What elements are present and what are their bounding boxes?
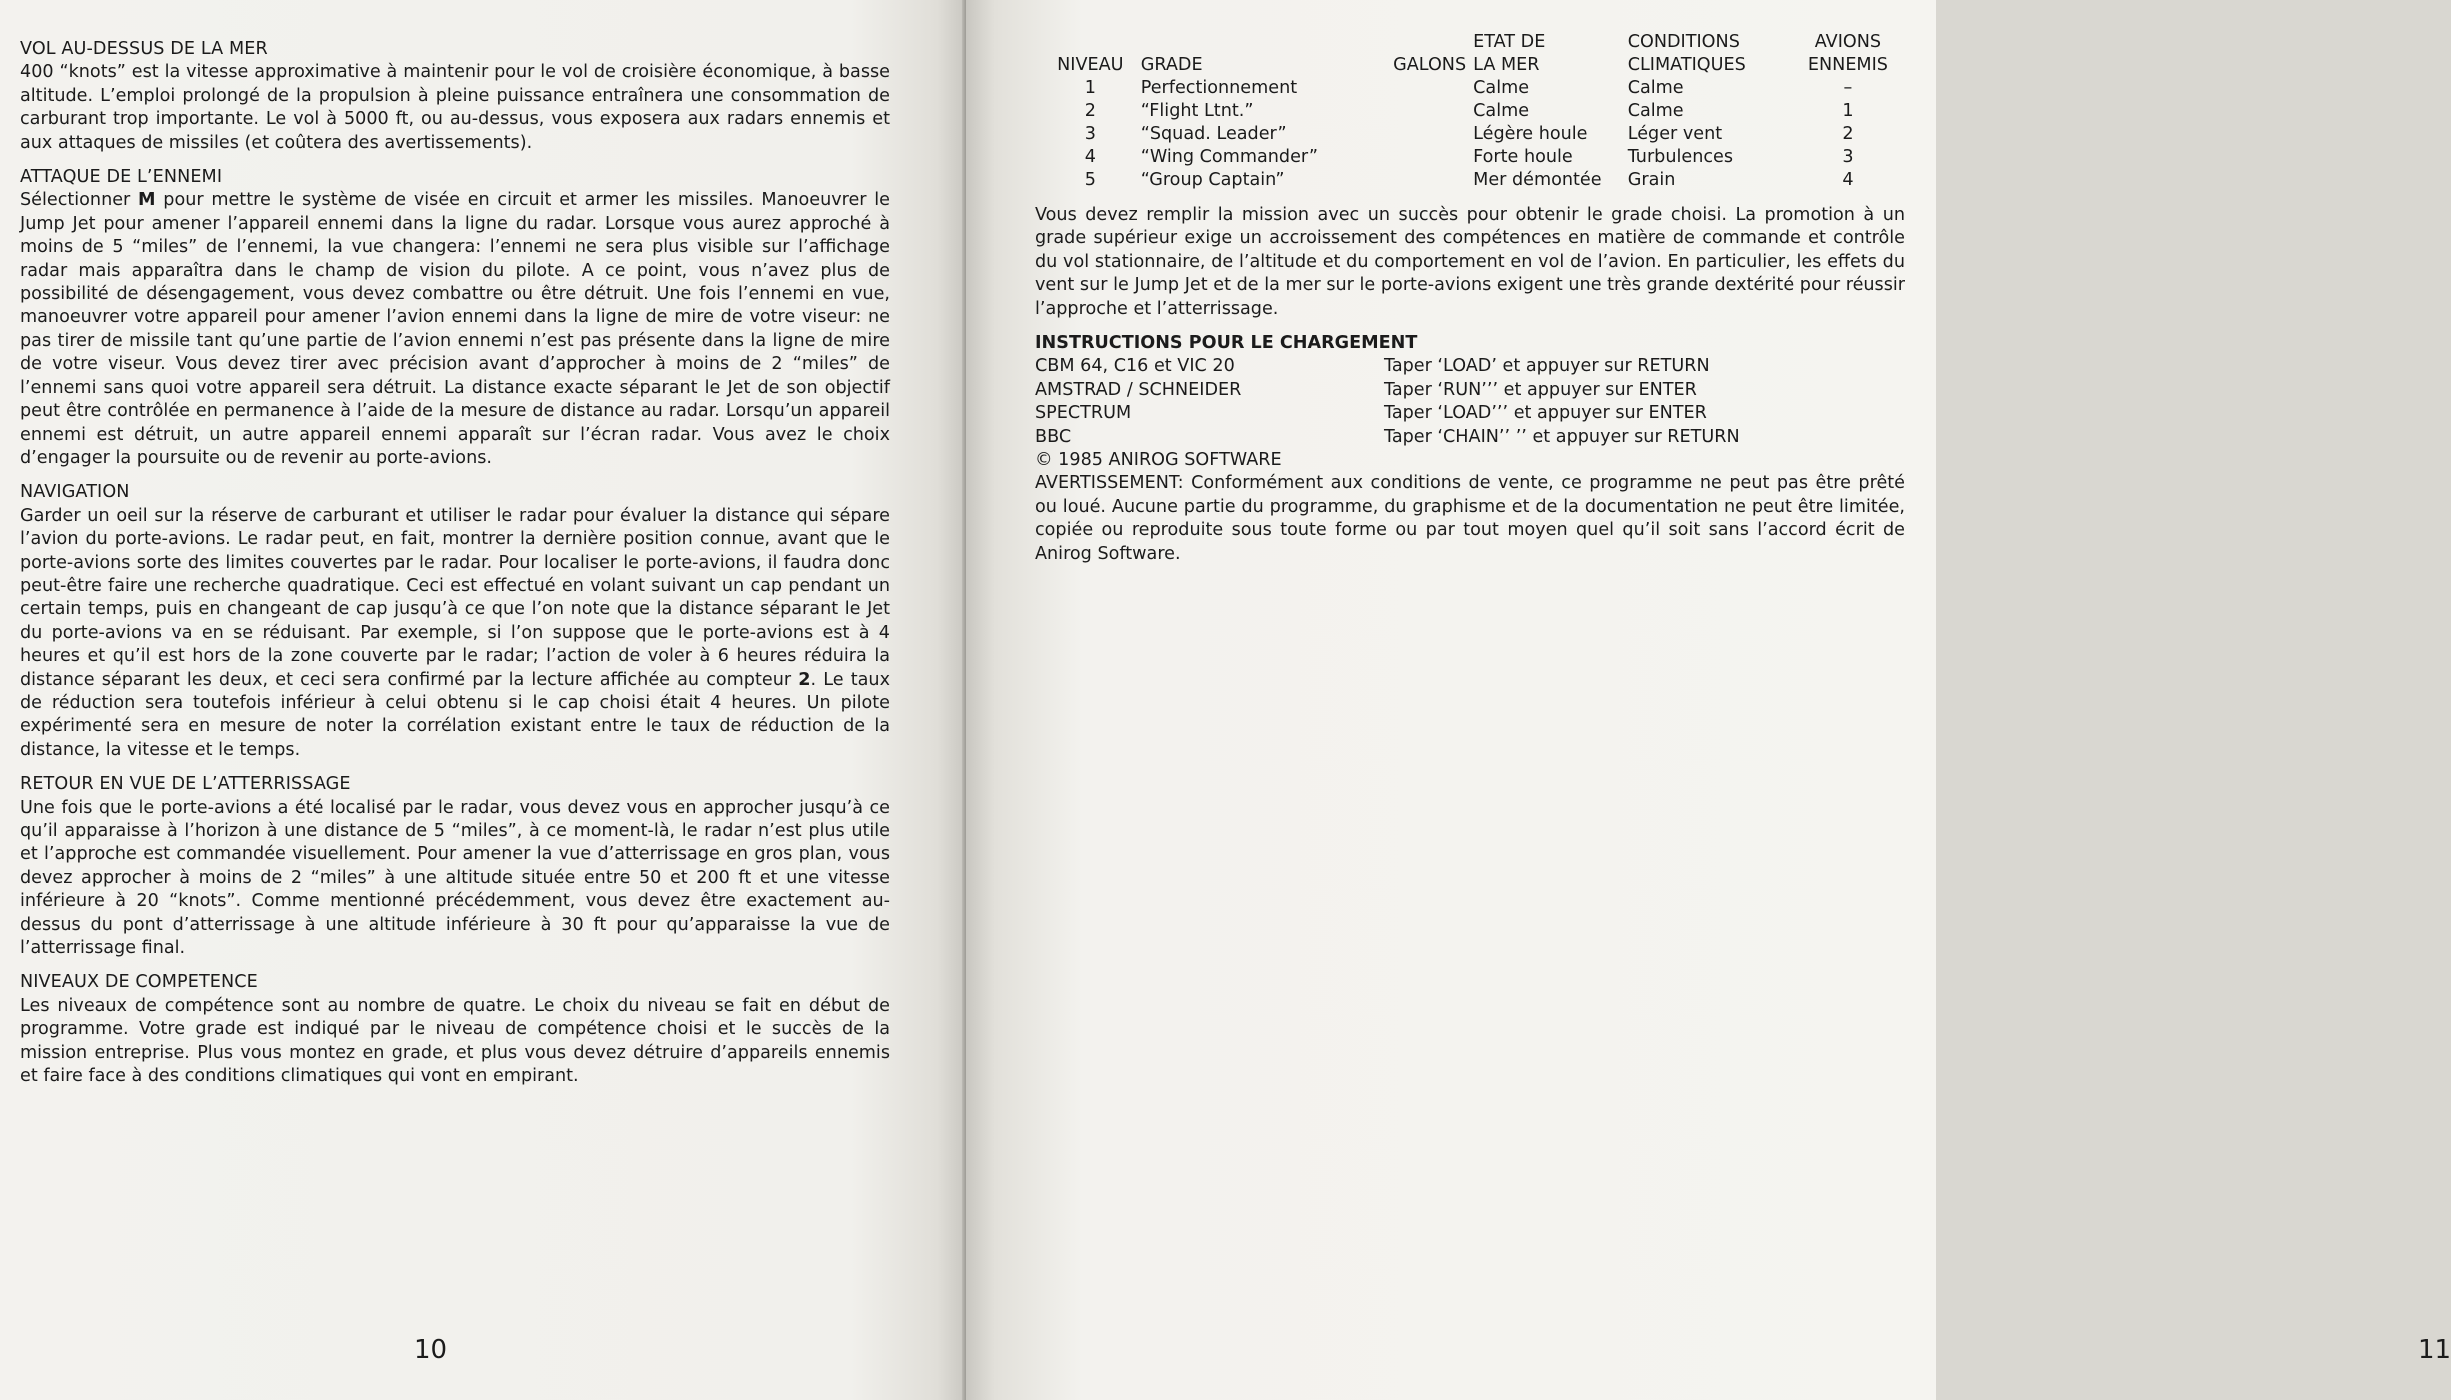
header-conditions — [1628, 31, 1796, 77]
header-line: LA MER — [1473, 55, 1540, 75]
loading-row — [1035, 355, 1905, 378]
section-retour-en-vue — [20, 773, 890, 960]
cell-grade: “Group Captain” — [1140, 170, 1285, 190]
cell-galons — [1374, 77, 1473, 100]
left-page-content — [20, 38, 890, 1099]
loading-instruction: Taper ‘LOAD’ et appuyer sur RETURN — [1384, 356, 1710, 377]
cell-niveau: 5 — [1084, 170, 1096, 190]
header-niveau: NIVEAU — [1057, 55, 1124, 75]
table-header-row — [1040, 31, 1900, 77]
header-line: ENNEMIS — [1807, 55, 1888, 75]
left-page — [0, 0, 966, 1400]
body-text: Garder un oeil sur la réserve de carburant et utiliser le radar pour évaluer la distance qui sépare l’avion du porte-avions. Le radar peut, en fait, montrer la dernière position connue, avant que le porte-avions sorte des limites couvertes par le radar. Pour localiser le porte-avions, il faudra donc peut-être faire une recherche quadratique. Ceci est effectué en volant suivant un cap pendant un certain temps, puis en changeant de cap jusqu’à ce que l’on note que la distance séparant le Jet du porte-avions va en se réduisant. Par exemple, si l’on suppose que le porte-avions est à 4 heures et qu’il est hors de la zone couverte par le radar; l’action de voler à 6 heures réduira la distance séparant les deux, et ceci sera confirmé par la lecture affichée au compteur — [20, 505, 890, 690]
key-label: 2 — [798, 669, 811, 690]
levels-table — [1040, 31, 1900, 192]
cell-galons — [1374, 169, 1473, 192]
key-label: M — [138, 190, 156, 211]
section-heading: VOL AU-DESSUS DE LA MER — [20, 39, 268, 59]
header-line: AVIONS — [1814, 32, 1882, 52]
mission-paragraph: Vous devez remplir la mission avec un succès pour obtenir le grade choisi. La promotion à un grade supérieur exige un accroissement des compétences en matière de commande et contrôle du vol stationnaire, de l’altitude et du comportement en vol de l’avion. En particulier, les effets du vent sur le Jump Jet et de la mer sur le porte-avions exigent une très grande dextérité pour réussir l’approche et l’atterrissage. — [1035, 205, 1905, 319]
loading-instructions — [1035, 355, 1905, 449]
cell-galons — [1374, 100, 1473, 123]
loading-row — [1035, 379, 1905, 402]
table-row — [1040, 123, 1900, 146]
section-body: Une fois que le porte-avions a été localisé par le radar, vous devez vous en approcher jusqu’à ce qu’il apparaisse à l’horizon à une distance de 5 “miles”, à ce moment-là, le radar n’est plus utile et l’approche est commandée visuellement. Pour amener la vue d’atterrissage en gros plan, vous devez approcher à moins de 2 “miles” à une altitude située entre 50 et 200 ft et une vitesse inférieure à 20 “knots”. Comme mentionné précédemment, vous devez être exactement au-dessus du pont d’atterrissage à une altitude inférieure à 30 ft pour qu’apparaisse la vue de l’atterrissage final. — [20, 797, 890, 959]
table-row — [1040, 77, 1900, 100]
header-line: CLIMATIQUES — [1627, 55, 1746, 75]
cell-avions: – — [1843, 78, 1853, 98]
section-body — [20, 189, 890, 470]
loading-instruction: Taper ‘CHAIN’’ ’’ et appuyer sur RETURN — [1384, 426, 1740, 447]
header-line: CONDITIONS — [1627, 32, 1740, 52]
body-text: Sélectionner — [20, 190, 139, 211]
loading-system: CBM 64, C16 et VIC 20 — [1035, 356, 1235, 377]
cell-avions: 1 — [1842, 101, 1854, 121]
cell-etat: Calme — [1473, 78, 1530, 98]
cell-etat: Mer démontée — [1473, 170, 1602, 190]
section-body: 400 “knots” est la vitesse approximative à maintenir pour le vol de croisière économique, à basse altitude. L’emploi prolongé de la propulsion à pleine puissance entraînera une consommation de carburant trop importante. Le vol à 5000 ft, ou au-dessus, vous exposera aux radars ennemis et aux attaques de missiles (et coûtera des avertissements). — [20, 62, 890, 153]
header-line: ETAT DE — [1473, 32, 1546, 52]
section-vol-au-dessus-de-la-mer — [20, 38, 890, 155]
copyright-notice: © 1985 ANIROG SOFTWARE — [1035, 450, 1282, 471]
header-avions-ennemis — [1796, 31, 1900, 77]
body-text: pour mettre le système de visée en circuit et armer les missiles. Manoeuvrer le Jump Jet pour amener l’appareil ennemi dans la ligne du radar. Lorsque vous aurez approché à moins de 5 “miles” de l’ennemi, la vue changera: l’ennemi ne sera plus visible sur l’affichage radar mais apparaîtra dans le champ de vision du pilote. A ce point, vous n’avez plus de possibilité de désengagement, vous devez combattre ou être détruit. Une fois l’ennemi en vue, manoeuvrer votre appareil pour amener l’avion ennemi dans la ligne de mire de votre viseur: ne pas tirer de missile tant qu’une partie de l’avion ennemi n’est pas présente dans la ligne de mire de votre viseur. Vous devez tirer avec précision avant d’approcher à moins de 2 “miles” de l’ennemi sans quoi votre appareil sera détruit. La distance exacte séparant le Jet de son objectif peut être contrôlée en permanence à l’aide de la mesure de distance au radar. Lorsqu’un appareil ennemi est détruit, un autre appareil ennemi apparaît sur l’écran radar. Vous avez le choix d’engager la poursuite ou de revenir au porte-avions. — [20, 190, 890, 468]
section-body: Les niveaux de compétence sont au nombre de quatre. Le choix du niveau se fait en début de programme. Votre grade est indiqué par le niveau de compétence choisi et le succès de la mission entreprise. Plus vous montez en grade, et plus vous devez détruire d’appareils ennemis et faire face à des conditions climatiques qui vont en empirant. — [20, 995, 890, 1087]
cell-grade: Perfectionnement — [1140, 78, 1298, 98]
loading-system: SPECTRUM — [1035, 403, 1132, 424]
section-heading: NAVIGATION — [20, 482, 130, 503]
cell-grade: “Flight Ltnt.” — [1140, 101, 1254, 121]
cell-grade: “Wing Commander” — [1140, 147, 1318, 167]
loading-heading: INSTRUCTIONS POUR LE CHARGEMENT — [1035, 333, 1418, 354]
table-row — [1040, 146, 1900, 169]
section-navigation — [20, 481, 890, 762]
loading-system: AMSTRAD / SCHNEIDER — [1035, 379, 1242, 400]
cell-etat: Légère houle — [1473, 124, 1588, 144]
section-heading: NIVEAUX DE COMPETENCE — [20, 972, 258, 993]
page-number: 11 — [2418, 1335, 2451, 1365]
table-row — [1040, 100, 1900, 123]
cell-conditions: Turbulences — [1627, 147, 1734, 167]
header-grade: GRADE — [1140, 55, 1203, 75]
cell-conditions: Léger vent — [1627, 124, 1723, 144]
cell-niveau: 2 — [1084, 101, 1096, 121]
cell-niveau: 3 — [1084, 124, 1096, 144]
cell-avions: 4 — [1842, 170, 1854, 190]
cell-galons — [1374, 146, 1473, 169]
page-number: 10 — [414, 1335, 448, 1365]
cell-avions: 2 — [1842, 124, 1854, 144]
section-body — [20, 505, 890, 762]
section-niveaux-de-competence — [20, 971, 890, 1088]
loading-row — [1035, 402, 1905, 425]
cell-galons — [1374, 123, 1473, 146]
cell-niveau: 4 — [1084, 147, 1096, 167]
loading-instruction: Taper ‘RUN’’’ et appuyer sur ENTER — [1384, 379, 1697, 400]
header-etat-de-la-mer — [1473, 31, 1628, 77]
loading-instruction: Taper ‘LOAD’’’ et appuyer sur ENTER — [1384, 403, 1707, 424]
body-text: . Le taux de réduction sera toutefois inférieur à celui obtenu si le cap choisi était 4 heures. Un pilote expérimenté sera en mesure de noter la corrélation existant entre le taux de réduction de la distance, la vitesse et le temps. — [20, 669, 890, 760]
warning-paragraph: AVERTISSEMENT: Conformément aux conditions de vente, ce programme ne peut pas être prêté ou loué. Aucune partie du programme, du graphisme et de la documentation ne peut être limitée, copiée ou reproduite sous toute forme ou par tout moyen quel qu’il soit sans l’accord écrit de Anirog Software. — [1035, 473, 1905, 564]
cell-etat: Calme — [1473, 101, 1530, 121]
cell-grade: “Squad. Leader” — [1140, 124, 1287, 144]
loading-system: BBC — [1035, 426, 1072, 447]
header-galons: GALONS — [1393, 55, 1467, 75]
cell-niveau: 1 — [1084, 78, 1096, 98]
section-heading: RETOUR EN VUE DE L’ATTERRISSAGE — [20, 774, 351, 795]
cell-avions: 3 — [1842, 147, 1854, 167]
loading-row — [1035, 426, 1905, 449]
cell-conditions: Grain — [1627, 170, 1676, 190]
section-attaque-de-l-ennemi — [20, 166, 890, 470]
cell-conditions: Calme — [1627, 101, 1684, 121]
table-row — [1040, 169, 1900, 192]
cell-etat: Forte houle — [1473, 147, 1573, 167]
section-heading: ATTAQUE DE L’ENNEMI — [20, 167, 223, 188]
right-page-content — [1035, 204, 1905, 566]
cell-conditions: Calme — [1627, 78, 1684, 98]
